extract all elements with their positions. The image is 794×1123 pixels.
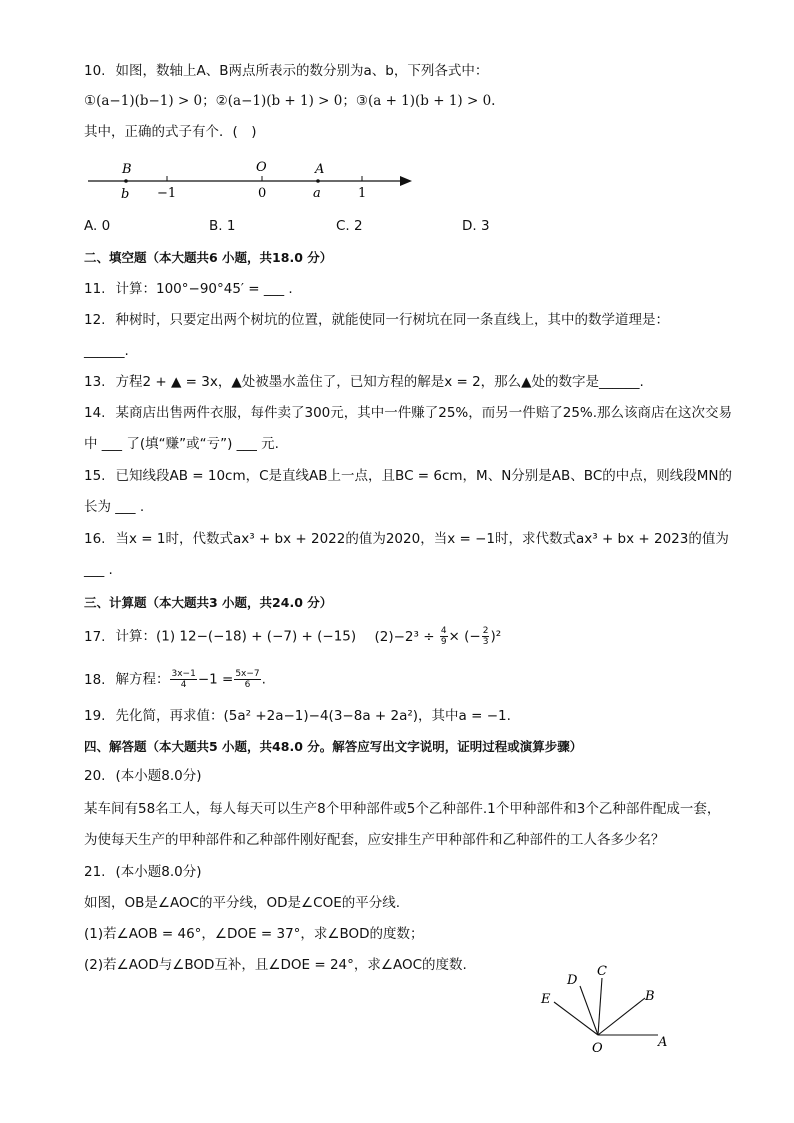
- q10-choice-c[interactable]: C. 2: [336, 218, 363, 234]
- ray-OC: [598, 978, 602, 1035]
- q17-end: )²: [490, 628, 502, 645]
- q10-number: 10.: [84, 63, 106, 79]
- q20-score: (本小题8.0分): [115, 768, 202, 784]
- q18-number: 18.: [84, 671, 106, 688]
- q13-number: 13.: [84, 374, 106, 390]
- label-O: O: [256, 160, 267, 175]
- q14-continuation: 中 ___ 了(填“赚”或“亏”) ___ 元.: [84, 436, 279, 452]
- q18-f1-denominator: 4: [180, 680, 187, 690]
- q17-f2-numerator: 2: [482, 626, 489, 636]
- q11: [84, 279, 293, 299]
- q12-text: 种树时，只要定出两个树坑的位置，就能使同一行树坑在同一条直线上，其中的数学道理是：: [115, 312, 669, 328]
- q17-fraction-2: [482, 626, 490, 647]
- fig-label-E: E: [541, 992, 551, 1007]
- q21-number: 21.: [84, 864, 106, 880]
- number-line-arrow-icon: [400, 176, 412, 186]
- q16-text: 当x = 1时，代数式ax³ + bx + 2022的值为2020，当x = −1时，求代数式ax³ + bx + 2023的值为: [115, 531, 729, 547]
- point-a: [316, 179, 320, 183]
- q10-stem: 如图，数轴上A、B两点所表示的数分别为a、b，下列各式中：: [115, 63, 489, 79]
- q14: [84, 403, 732, 423]
- q19-number: 19.: [84, 708, 106, 724]
- q20-number: 20.: [84, 768, 106, 784]
- q10-choice-d[interactable]: D. 3: [462, 218, 490, 234]
- q13-text: 方程2 + ▲ = 3x，▲处被墨水盖住了，已知方程的解是x = 2，那么▲处的数字是______.: [115, 374, 644, 390]
- q18-middle: −1 =: [197, 671, 234, 688]
- q21-score: (本小题8.0分): [115, 864, 202, 880]
- q12-answer-blank: ______.: [84, 343, 129, 359]
- q19-text: 先化简，再求值：(5a² +2a−1)−4(3−8a + 2a²)，其中a = −1.: [115, 708, 511, 724]
- q17: [84, 626, 501, 647]
- fig-label-D: D: [567, 973, 578, 988]
- q21-intro: 如图，OB是∠AOC的平分线，OD是∠COE的平分线.: [84, 895, 401, 911]
- q10-question: 其中，正确的式子有个．( ): [84, 124, 257, 140]
- q14-text: 某商店出售两件衣服，每件卖了300元，其中一件赚了25%，而另一件赔了25%.那么该商店在这次交易: [115, 405, 733, 421]
- q17-times: × (−: [448, 628, 481, 645]
- q17-number: 17.: [84, 628, 106, 645]
- q14-number: 14.: [84, 405, 106, 421]
- q21-header: [84, 862, 202, 882]
- q13: [84, 372, 644, 392]
- label-B: B: [122, 162, 132, 177]
- q21-part-2: (2)若∠AOD与∠BOD互补，且∠DOE = 24°，求∠AOC的度数.: [84, 957, 467, 973]
- q16-number: 16.: [84, 531, 106, 547]
- q15-continuation: 长为 ___ .: [84, 499, 145, 515]
- q15-text: 已知线段AB = 10cm，C是直线AB上一点，且BC = 6cm，M、N分别是AB、BC的中点，则线段MN的: [115, 468, 732, 484]
- label-A: A: [315, 162, 325, 177]
- q10-stem-line: [84, 61, 488, 81]
- q18-f2-denominator: 6: [244, 680, 251, 690]
- q11-number: 11.: [84, 281, 106, 297]
- q17-part1: 计算：(1) 12−(−18) + (−7) + (−15): [115, 628, 357, 645]
- label-a: a: [313, 186, 321, 201]
- q12: [84, 310, 669, 330]
- q17-fraction-1: [440, 626, 448, 647]
- q16-continuation: ___ .: [84, 562, 113, 578]
- q12-number: 12.: [84, 312, 106, 328]
- section-3-heading: 三、计算题（本大题共3 小题，共24.0 分）: [84, 595, 333, 610]
- q20-header: [84, 766, 202, 786]
- q20-line-1: 某车间有58名工人，每人每天可以生产8个甲种部件或5个乙种部件.1个甲种部件和3个乙种部件配成一套，: [84, 801, 721, 817]
- q10-expressions: ①(a−1)(b−1) > 0；②(a−1)(b + 1) > 0；③(a + 1)(b + 1) > 0.: [84, 93, 496, 109]
- q19: [84, 706, 511, 726]
- label-1: 1: [358, 186, 367, 201]
- q10-choice-b[interactable]: B. 1: [209, 218, 236, 234]
- q21-angle-figure: [530, 958, 680, 1058]
- q18-f2-numerator: 5x−7: [235, 669, 260, 679]
- q18-f1-numerator: 3x−1: [171, 669, 196, 679]
- q17-part2: (2)−2³ ÷: [374, 628, 435, 645]
- fig-label-C: C: [597, 964, 607, 979]
- q17-f2-denominator: 3: [482, 637, 489, 647]
- q18-end: .: [261, 671, 266, 688]
- q15-number: 15.: [84, 468, 106, 484]
- ray-OB: [598, 998, 645, 1035]
- label-neg1: −1: [157, 186, 177, 201]
- label-b: b: [121, 187, 130, 202]
- q17-f1-denominator: 9: [440, 637, 447, 647]
- section-2-heading: 二、填空题（本大题共6 小题，共18.0 分）: [84, 250, 333, 265]
- q20-line-2: 为使每天生产的甲种部件和乙种部件刚好配套，应安排生产甲种部件和乙种部件的工人各多少名？: [84, 832, 665, 848]
- q18-fraction-1: [170, 669, 196, 690]
- q16: [84, 529, 729, 549]
- q11-text: 计算：100°−90°45′ = ___ .: [115, 281, 293, 297]
- q18-fraction-2: [234, 669, 260, 690]
- q18: [84, 669, 266, 690]
- q10-choice-a[interactable]: A. 0: [84, 218, 111, 234]
- q21-part-1: (1)若∠AOB = 46°，∠DOE = 37°，求∠BOD的度数；: [84, 926, 424, 942]
- q15: [84, 466, 732, 486]
- label-0: 0: [258, 186, 267, 201]
- q10-number-line-figure: [84, 152, 424, 202]
- point-b: [124, 179, 128, 183]
- fig-label-A: A: [658, 1035, 668, 1050]
- fig-label-O: O: [592, 1041, 603, 1056]
- fig-label-B: B: [645, 989, 655, 1004]
- q18-prefix: 解方程：: [115, 671, 170, 688]
- q17-f1-numerator: 4: [440, 626, 447, 636]
- section-4-heading: 四、解答题（本大题共5 小题，共48.0 分。解答应写出文字说明，证明过程或演算步骤）: [84, 739, 583, 754]
